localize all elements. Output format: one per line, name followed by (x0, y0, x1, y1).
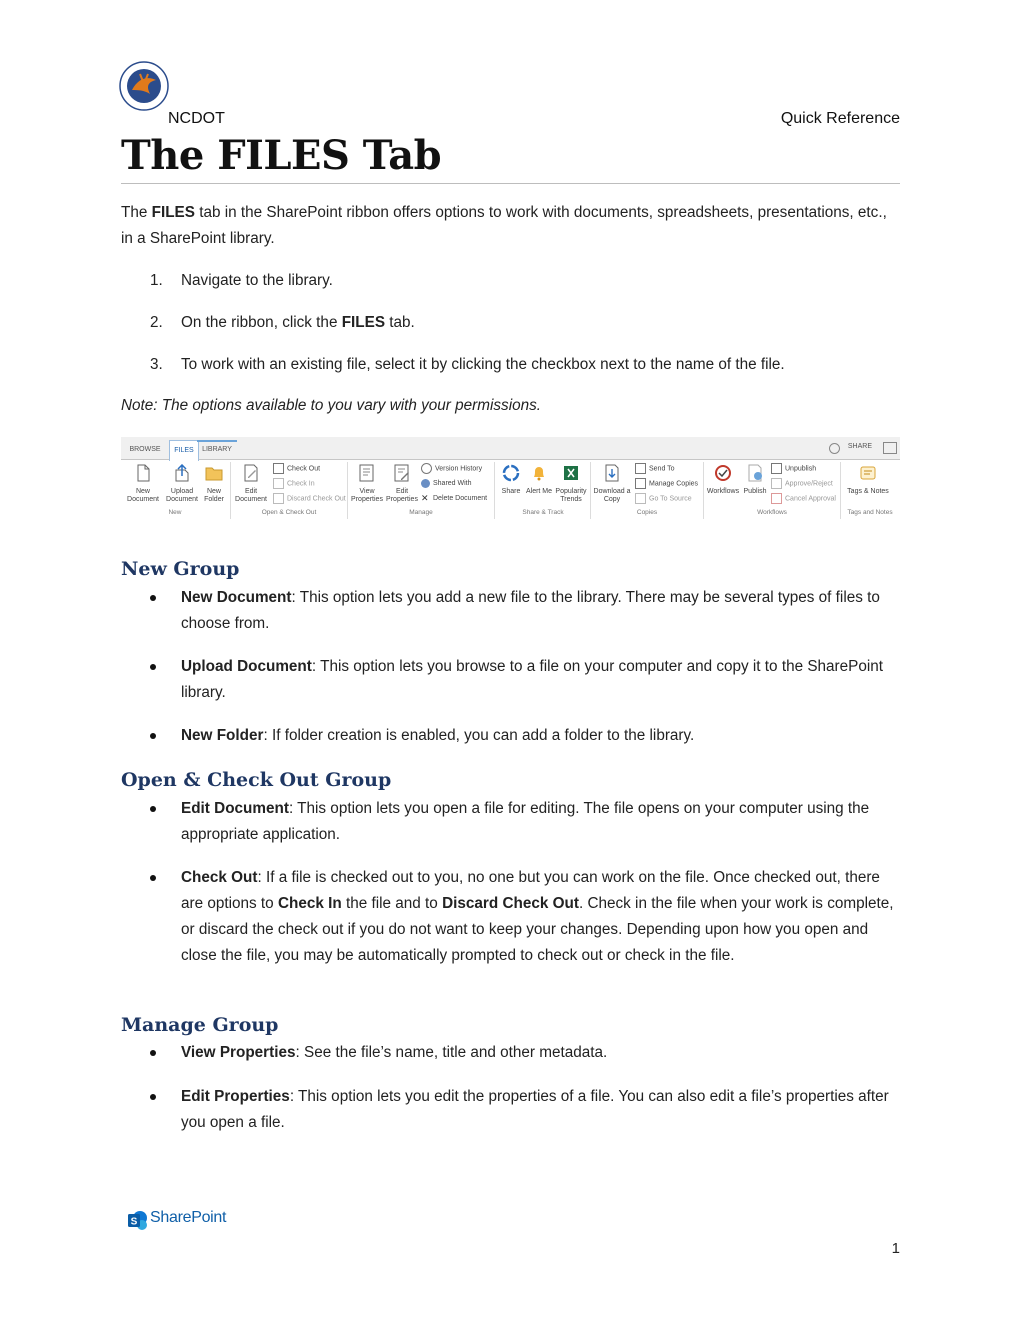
manage-copies-icon (635, 478, 646, 489)
delete-icon: ✕ (421, 492, 429, 503)
tag-icon (859, 464, 877, 482)
page-number: 1 (891, 1240, 900, 1257)
approve-reject-icon (771, 478, 782, 489)
send-to-icon (635, 463, 646, 474)
tab-library[interactable]: LIBRARY (202, 446, 232, 453)
section-heading: Open & Check Out Group (121, 769, 392, 791)
section-heading: New Group (121, 558, 240, 580)
ribbon-group-label: Tags and Notes (847, 509, 893, 516)
excel-icon (562, 464, 580, 482)
cancel-approval-icon (771, 493, 782, 504)
discard-check-out-button[interactable]: Discard Check Out (273, 493, 346, 505)
sharepoint-brand: SharePoint (150, 1209, 227, 1226)
intro-paragraph: The FILES tab in the SharePoint ribbon offers options to work with documents, spreadsheets, presentations, etc., in a SharePoint library. (121, 204, 887, 247)
ribbon-group-label: Share & Track (522, 509, 564, 516)
alert-me-button[interactable]: Alert Me (525, 464, 553, 496)
new-document-button[interactable]: New Document (121, 464, 165, 504)
view-properties-icon (358, 464, 376, 482)
ribbon-group-label: New (168, 509, 182, 516)
focus-content-icon[interactable] (883, 442, 897, 454)
title-divider (121, 183, 900, 184)
workflows-button[interactable]: Workflows (705, 464, 741, 496)
step-item: 2. On the ribbon, click the FILES tab. (150, 314, 415, 331)
ribbon-tab-bar (121, 437, 900, 460)
check-out-button[interactable]: Check Out (273, 463, 320, 475)
files-ribbon (121, 437, 900, 519)
shared-with-button[interactable]: Shared With (421, 478, 472, 490)
header-reference: Quick Reference (780, 110, 900, 127)
publish-button[interactable]: Publish (741, 464, 769, 496)
manage-copies-button[interactable]: Manage Copies (635, 478, 698, 490)
ribbon-separator (703, 462, 704, 519)
svg-text:S: S (130, 1216, 138, 1228)
popularity-trends-button[interactable]: Popularity Trends (553, 464, 589, 504)
bullet-item: View Properties: See the file’s name, title and other metadata. (181, 1040, 901, 1066)
folder-icon (205, 464, 223, 482)
permissions-note: Note: The options available to you vary with your permissions. (121, 397, 542, 414)
tab-browse[interactable]: BROWSE (129, 446, 161, 453)
go-to-source-button[interactable]: Go To Source (635, 493, 692, 505)
publish-icon (746, 464, 764, 482)
bullet-item: Check Out: If a file is checked out to you, no one but you can work on the file. Once checked out, there are options to Check In the file and to Discard Check Out. Check in the file when your work is complete, or discard the check out if you do not want to keep your changes. Depending upon how you open and close the file, you may be automatically prompted to check out or check in the file. (181, 865, 901, 969)
share-button[interactable]: SHARE (847, 443, 872, 450)
ribbon-separator (347, 462, 348, 519)
bullet-item: New Document: This option lets you add a new file to the library. There may be several types of files to choose from. (181, 585, 901, 637)
unpublish-icon (771, 463, 782, 474)
check-in-button[interactable]: Check In (273, 478, 315, 490)
new-document-icon (134, 464, 152, 482)
delete-document-button[interactable]: ✕ Delete Document (421, 492, 488, 503)
bell-icon (530, 464, 548, 482)
share-icon (829, 443, 840, 454)
section-heading: Manage Group (121, 1014, 279, 1036)
share-document-button[interactable]: Share (497, 464, 525, 496)
approve-reject-button[interactable]: Approve/Reject (771, 478, 833, 490)
tab-accent (197, 440, 237, 442)
share-circle-icon (502, 464, 520, 482)
workflow-icon (714, 464, 732, 482)
unpublish-button[interactable]: Unpublish (771, 463, 816, 475)
new-folder-button[interactable]: New Folder (199, 464, 229, 504)
ribbon-separator (494, 462, 495, 519)
ribbon-group-label: Workflows (757, 509, 787, 516)
bullet-item: New Folder: If folder creation is enabled, you can add a folder to the library. (181, 723, 901, 749)
upload-document-button[interactable]: Upload Document (165, 464, 199, 504)
go-to-source-icon (635, 493, 646, 504)
ribbon-group-label: Open & Check Out (261, 509, 317, 516)
download-icon (603, 464, 621, 482)
view-properties-button[interactable]: View Properties (349, 464, 385, 504)
edit-document-icon (242, 464, 260, 482)
page-title: The FILES Tab (121, 132, 442, 179)
header-org: NCDOT (168, 110, 225, 127)
download-copy-button[interactable]: Download a Copy (592, 464, 632, 504)
edit-document-button[interactable]: Edit Document (232, 464, 270, 504)
sharepoint-logo-icon (128, 1210, 148, 1232)
shared-with-icon (421, 479, 430, 488)
upload-icon (173, 464, 191, 482)
version-history-icon (421, 463, 432, 474)
ribbon-separator (590, 462, 591, 519)
tab-files[interactable]: FILES (169, 440, 199, 461)
edit-properties-icon (393, 464, 411, 482)
ribbon-separator (230, 462, 231, 519)
version-history-button[interactable]: Version History (421, 463, 482, 475)
check-in-icon (273, 478, 284, 489)
tags-notes-button[interactable]: Tags & Notes (843, 464, 893, 496)
discard-check-out-icon (273, 493, 284, 504)
bullet-item: Edit Properties: This option lets you edit the properties of a file. You can also edit a file’s properties after you open a file. (181, 1084, 901, 1136)
step-item: 1. Navigate to the library. (150, 272, 333, 289)
cancel-approval-button[interactable]: Cancel Approval (771, 493, 836, 505)
send-to-button[interactable]: Send To (635, 463, 675, 475)
step-item: 3. To work with an existing file, select it by clicking the checkbox next to the name of the file. (150, 356, 785, 373)
edit-properties-button[interactable]: Edit Properties (385, 464, 419, 504)
bullet-item: Upload Document: This option lets you browse to a file on your computer and copy it to the SharePoint library. (181, 654, 901, 706)
ribbon-group-label: Copies (636, 509, 658, 516)
ncdot-seal-icon (118, 60, 170, 112)
ribbon-group-label: Manage (409, 509, 433, 516)
check-out-icon (273, 463, 284, 474)
bullet-item: Edit Document: This option lets you open a file for editing. The file opens on your computer using the appropriate application. (181, 796, 901, 848)
